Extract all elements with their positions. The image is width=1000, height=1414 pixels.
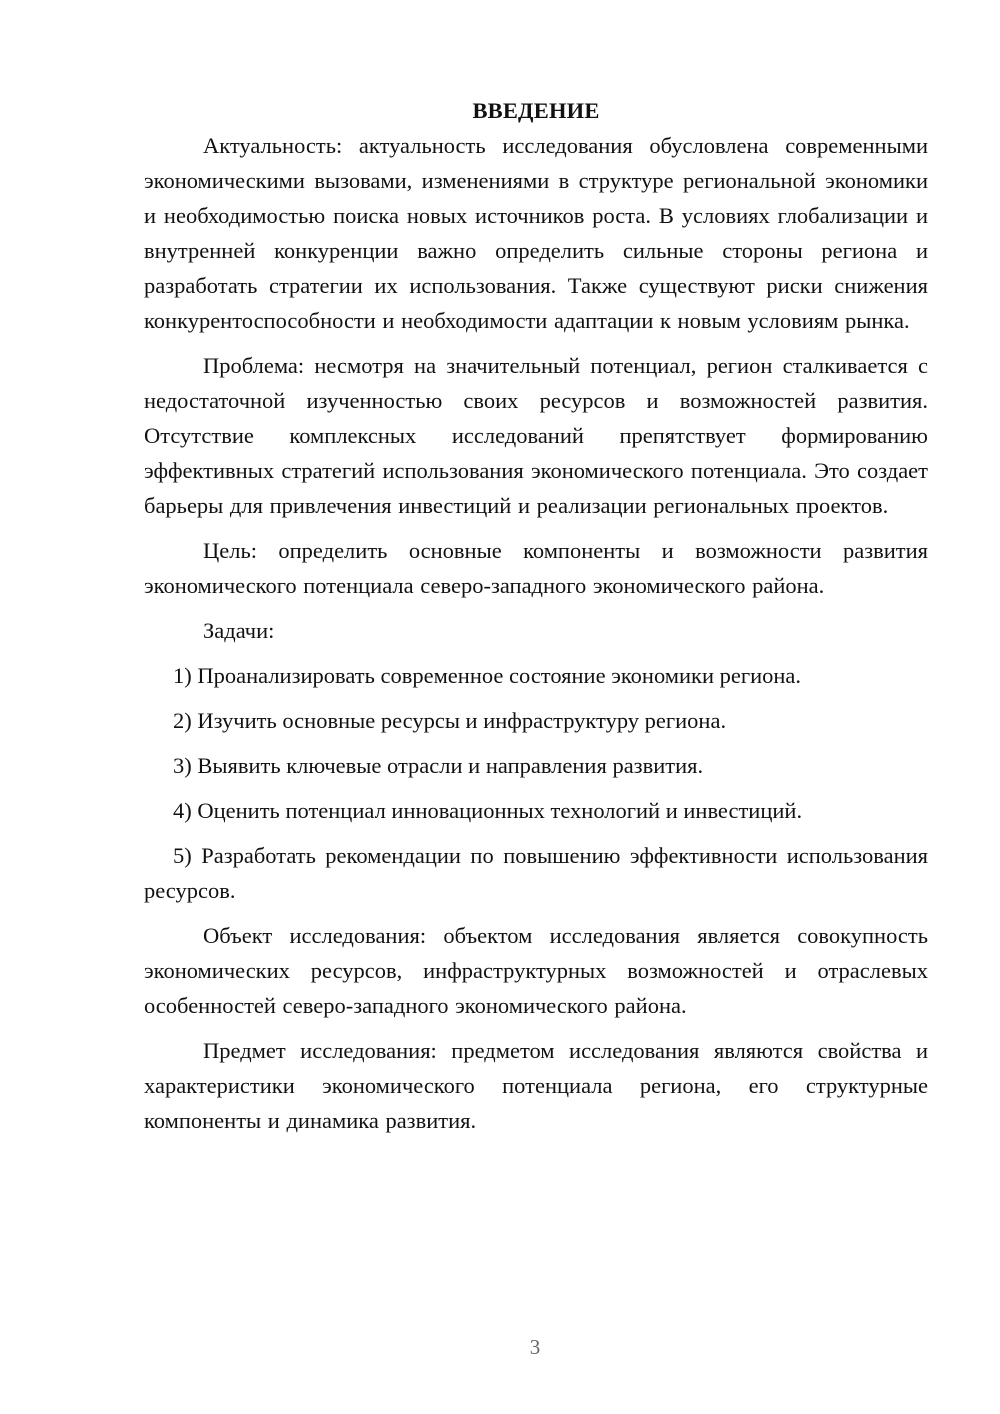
task-item-3: 3) Выявить ключевые отрасли и направления развития. (173, 753, 704, 778)
problem-paragraph: Проблема: несмотря на значительный потенциал, регион сталкивается с недостаточной изученностью своих ресурсов и возможностей развития. Отсутствие комплексных исследований препятствует формированию эффективных стратегий использования экономического потенциала. Это создает барьеры для привлечения инвестиций и реализации региональных проектов. (144, 353, 928, 518)
tasks-list (144, 658, 928, 908)
page-title: ВВЕДЕНИЕ (472, 98, 600, 123)
task-item-2: 2) Изучить основные ресурсы и инфраструктуру региона. (173, 708, 727, 733)
page-content (144, 93, 928, 1138)
goal-paragraph: Цель: определить основные компоненты и возможности развития экономического потенциала северо-западного экономического района. (144, 538, 928, 598)
page-number: 3 (529, 1335, 541, 1359)
subject-paragraph: Предмет исследования: предметом исследования являются свойства и характеристики экономического потенциала региона, его структурные компоненты и динамика развития. (144, 1038, 928, 1133)
task-item-5: 5) Разработать рекомендации по повышению эффективности использования ресурсов. (144, 843, 928, 903)
task-item-4: 4) Оценить потенциал инновационных технологий и инвестиций. (173, 798, 803, 823)
object-paragraph: Объект исследования: объектом исследования является совокупность экономических ресурсов, инфраструктурных возможностей и отраслевых особенностей северо-западного экономического района. (144, 923, 928, 1018)
relevance-paragraph: Актуальность: актуальность исследования обусловлена современными экономическими вызовами, изменениями в структуре региональной экономики и необходимостью поиска новых источников роста. В условиях глобализации и внутренней конкуренции важно определить сильные стороны региона и разработать стратегии их использования. Также существуют риски снижения конкурентоспособности и необходимости адаптации к новым условиям рынка. (144, 133, 928, 333)
task-item-1: 1) Проанализировать современное состояние экономики региона. (173, 663, 802, 688)
tasks-label: Задачи: (203, 618, 275, 643)
